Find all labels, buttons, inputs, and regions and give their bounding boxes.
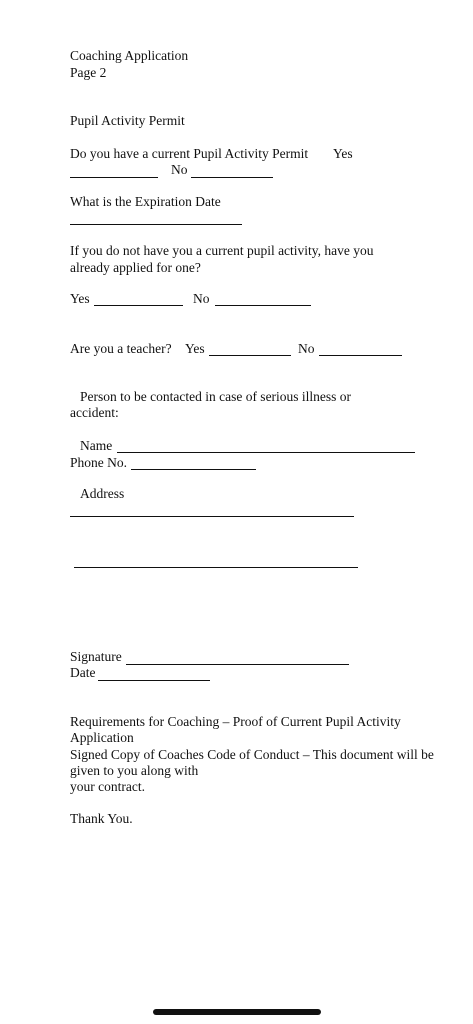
teacher-yes-blank[interactable]	[209, 355, 291, 356]
requirements-line3: Signed Copy of Coaches Code of Conduct – This document will be	[70, 747, 434, 762]
expiration-label: What is the Expiration Date	[70, 194, 221, 209]
requirements-line2: Application	[70, 730, 134, 745]
teacher-question: Are you a teacher?	[70, 341, 172, 356]
permit-heading: Pupil Activity Permit	[70, 113, 185, 128]
teacher-no-blank[interactable]	[319, 355, 402, 356]
contact-name-label: Name	[80, 438, 113, 453]
document-title: Coaching Application	[70, 48, 189, 63]
home-indicator[interactable]	[153, 1009, 321, 1015]
applied-yes-label: Yes	[70, 291, 90, 306]
teacher-yes-label: Yes	[185, 341, 205, 356]
contact-phone-blank[interactable]	[131, 469, 256, 470]
contact-heading-line2: accident:	[70, 405, 119, 420]
teacher-no-label: No	[298, 341, 315, 356]
contact-heading-line1: Person to be contacted in case of serious illness or	[80, 389, 352, 404]
contact-address-blank-2[interactable]	[74, 567, 358, 568]
permit-yes-label: Yes	[333, 146, 353, 161]
contact-name-blank[interactable]	[117, 452, 415, 453]
permit-no-blank[interactable]	[191, 177, 273, 178]
requirements-line5: your contract.	[70, 779, 145, 794]
permit-yes-blank[interactable]	[70, 177, 158, 178]
applied-question-line2: already applied for one?	[70, 260, 201, 275]
requirements-line4: given to you along with	[70, 763, 199, 778]
applied-question-line1: If you do not have you a current pupil activity, have you	[70, 243, 374, 258]
requirements-line1: Requirements for Coaching – Proof of Current Pupil Activity	[70, 714, 401, 729]
date-blank[interactable]	[98, 680, 210, 681]
date-label: Date	[70, 665, 96, 680]
closing-text: Thank You.	[70, 811, 133, 826]
page-number: Page 2	[70, 65, 107, 80]
applied-yes-blank[interactable]	[94, 305, 183, 306]
expiration-date-blank[interactable]	[70, 224, 242, 225]
contact-address-label: Address	[80, 486, 125, 501]
signature-label: Signature	[70, 649, 122, 664]
applied-no-blank[interactable]	[215, 305, 311, 306]
applied-no-label: No	[193, 291, 210, 306]
contact-address-blank-1[interactable]	[70, 516, 354, 517]
permit-question: Do you have a current Pupil Activity Permit	[70, 146, 309, 161]
signature-blank[interactable]	[126, 664, 349, 665]
contact-phone-label: Phone No.	[70, 455, 127, 470]
permit-no-label: No	[171, 162, 188, 177]
